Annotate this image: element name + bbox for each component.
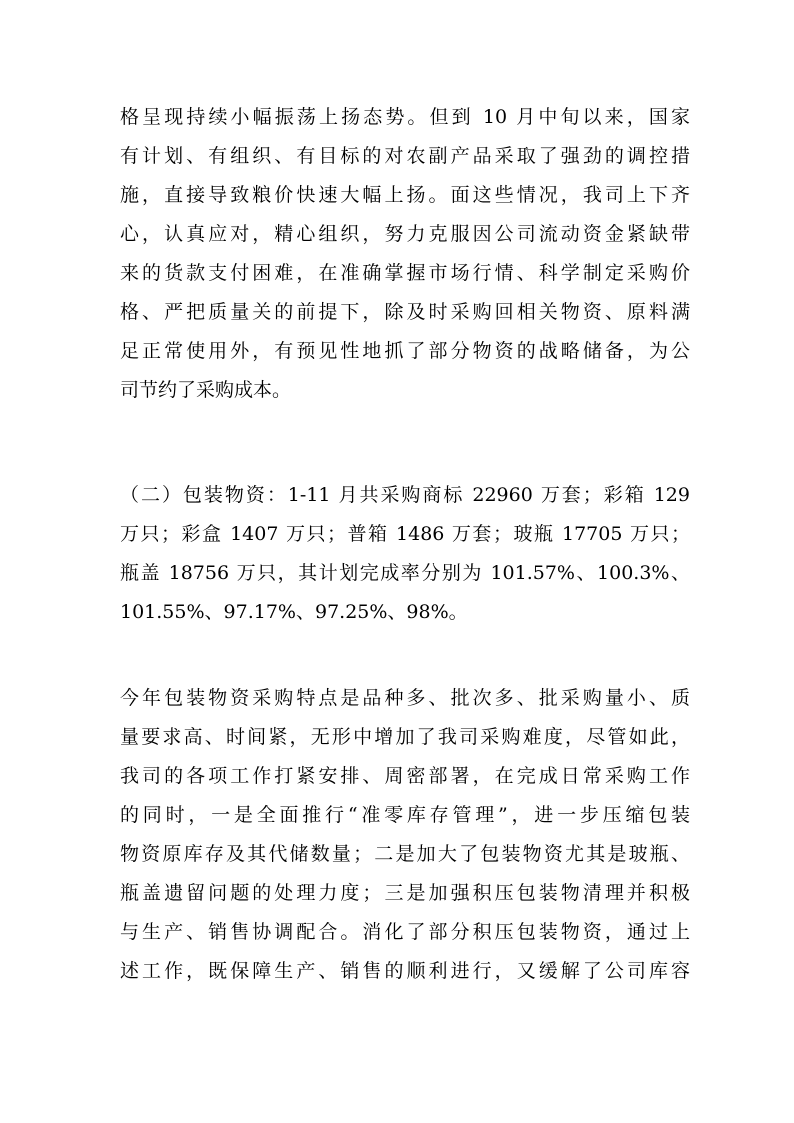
text-line: 万只；彩盒 1407 万只；普箱 1486 万套；玻瓶 17705 万只； bbox=[120, 523, 690, 545]
text-line: 101.55%、97.17%、97.25%、98%。 bbox=[120, 601, 468, 623]
text-line: 与生产、销售协调配合。消化了部分积压包装物资，通过上 bbox=[120, 921, 690, 943]
text-line: 施，直接导致粮价快速大幅上扬。面这些情况，我司上下齐 bbox=[120, 184, 690, 206]
text-line: （二）包装物资：1-11 月共采购商标 22960 万套；彩箱 129 bbox=[120, 484, 690, 506]
text-line: 的同时，一是全面推行“准零库存管理”，进一步压缩包装 bbox=[120, 804, 690, 826]
text-line: 格呈现持续小幅振荡上扬态势。但到 10 月中旬以来，国家 bbox=[120, 106, 690, 128]
text-line: 足正常使用外，有预见性地抓了部分物资的战略储备，为公 bbox=[120, 340, 690, 362]
paragraph-packaging-characteristics bbox=[120, 679, 690, 991]
text-line: 有计划、有组织、有目标的对农副产品采取了强劲的调控措 bbox=[120, 145, 690, 167]
text-line: 司节约了采购成本。 bbox=[120, 379, 292, 401]
paragraph-packaging-materials bbox=[120, 476, 690, 632]
text-line: 格、严把质量关的前提下，除及时采购回相关物资、原料满 bbox=[120, 301, 690, 323]
text-line: 瓶盖 18756 万只，其计划完成率分别为 101.57%、100.3%、 bbox=[120, 562, 690, 584]
text-line: 量要求高、时间紧，无形中增加了我司采购难度，尽管如此， bbox=[120, 726, 690, 748]
text-line: 述工作，既保障生产、销售的顺利进行，又缓解了公司库容 bbox=[120, 960, 690, 982]
paragraph-grain-procurement bbox=[120, 98, 690, 410]
text-line: 心，认真应对，精心组织，努力克服因公司流动资金紧缺带 bbox=[120, 223, 690, 245]
text-line: 我司的各项工作打紧安排、周密部署，在完成日常采购工作 bbox=[120, 765, 690, 787]
text-line: 来的货款支付困难，在准确掌握市场行情、科学制定采购价 bbox=[120, 262, 690, 284]
text-line: 今年包装物资采购特点是品种多、批次多、批采购量小、质 bbox=[120, 687, 690, 709]
text-line: 物资原库存及其代储数量；二是加大了包装物资尤其是玻瓶、 bbox=[120, 843, 690, 865]
text-line: 瓶盖遗留问题的处理力度；三是加强积压包装物清理并积极 bbox=[120, 882, 690, 904]
